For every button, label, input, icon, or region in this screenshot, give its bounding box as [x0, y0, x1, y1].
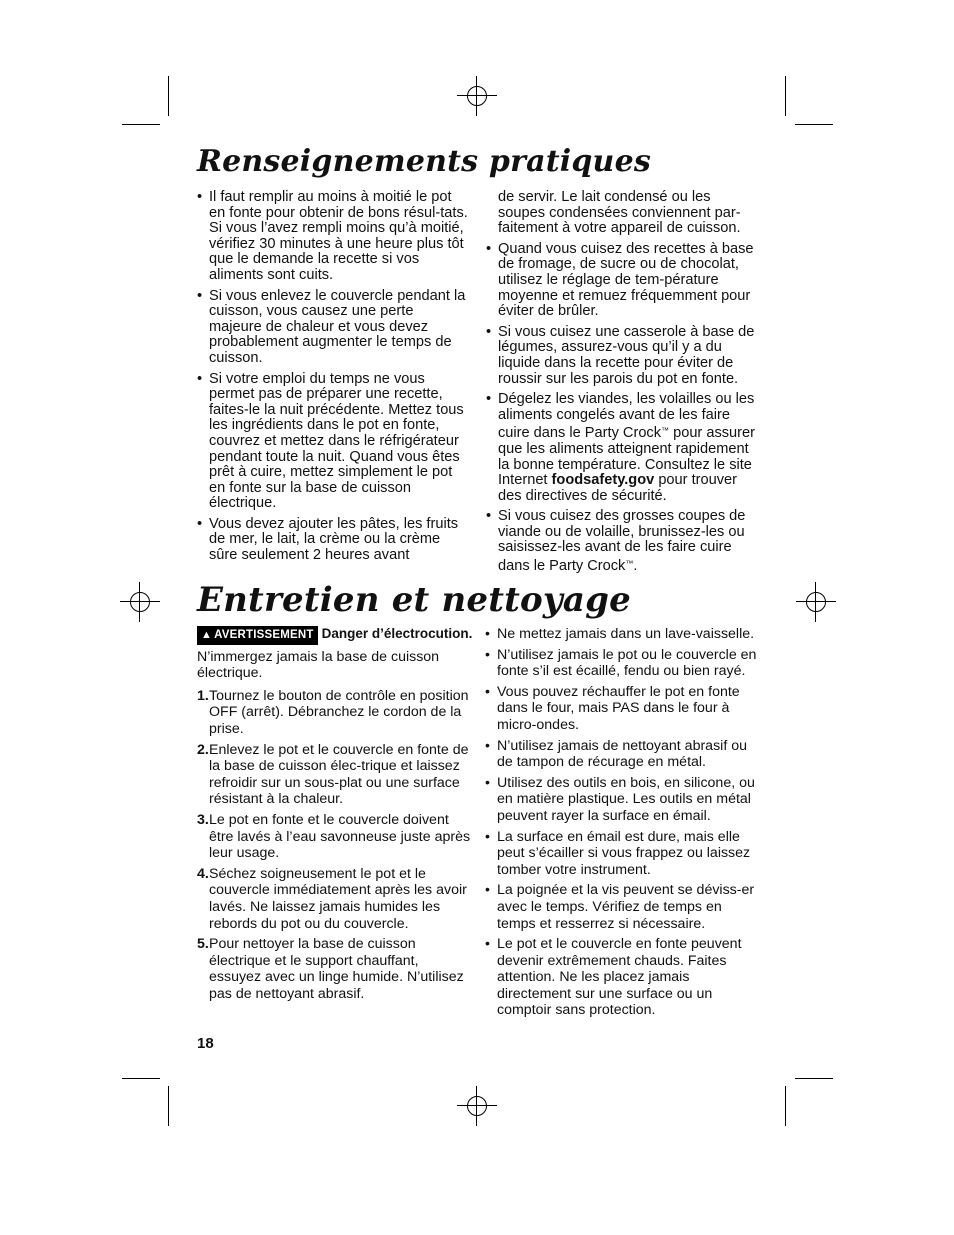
registration-mark-icon [457, 1086, 497, 1126]
section-title-tips: Renseignements pratiques [197, 144, 651, 179]
list-continuation: de servir. Le lait condensé ou les soupes condensées conviennent par-faitement à votre appareil de cuisson. [498, 189, 741, 237]
list-item: • Le pot et le couvercle en fonte peuvent devenir extrêmement chauds. Faites attention. Ne les placez jamais directement sur une surface ou un comptoir sans protection. [485, 936, 742, 1019]
crop-mark [122, 124, 160, 125]
registration-mark-icon [120, 582, 160, 622]
section-title-care: Entretien et nettoyage [197, 580, 631, 620]
list-item: • Vous pouvez réchauffer le pot en fonte dans le four, mais PAS dans le four à micro-ondes. [485, 683, 740, 733]
list-item: • Si votre emploi du temps ne vous permet pas de préparer une recette, faites-le la nuit précédente. Mettez tous les ingrédients dans le pot en fonte, couvrez et mettez dans le réfrigérateur pendant toute la nuit. Quand vous êtes prêt à cuire, mettez simplement le pot en fonte sur la base de cuisson électrique. [197, 370, 464, 512]
list-item: • La surface en émail est dure, mais elle peut s’écailler si vous frappez ou laissez tomber votre instrument. [485, 828, 751, 878]
list-item: • Utilisez des outils en bois, en silicone, ou en matière plastique. Les outils en métal peuvent rayer la surface en émail. [485, 774, 755, 824]
crop-mark [785, 76, 786, 116]
step-item: 5. Pour nettoyer la base de cuisson électrique et le support chauffant, essuyez avec un linge humide. N’utilisez pas de nettoyant abrasif. [197, 936, 464, 1002]
care-left-column [197, 626, 472, 1006]
list-item: • Si vous cuisez une casserole à base de légumes, assurez-vous qu’il y a du liquide dans la recette pour éviter de roussir sur les parois du pot en fonte. [486, 323, 755, 387]
step-item: 2. Enlevez le pot et le couvercle en fonte de la base de cuisson élec-trique et laissez refroidir sur un sous-plat ou une surface résistant à la chaleur. [197, 741, 469, 808]
crop-mark [168, 1086, 169, 1126]
step-item: 1. Tournez le bouton de contrôle en position OFF (arrêt). Débranchez le cordon de la prise. [197, 687, 469, 737]
list-item: • Dégelez les viandes, les volailles ou les aliments congelés avant de les faire cuire dans le Party Crock™ pour assurer que les aliments atteignent rapidement la bonne température. Consultez le site Internet foodsafety.gov pour trouver des directives de sécurité. [486, 391, 756, 504]
crop-mark [122, 1078, 160, 1079]
list-item: • Quand vous cuisez des recettes à base de fromage, de sucre ou de chocolat, utilisez le réglage de tem-pérature moyenne et remuez fréquemment pour éviter de brûler. [486, 240, 754, 320]
crop-mark [785, 1086, 786, 1126]
registration-mark-icon [796, 582, 836, 622]
page-number: 18 [197, 1035, 214, 1052]
list-item: • La poignée et la vis peuvent se déviss-er avec le temps. Vérifiez de temps en temps et resserrez si nécessaire. [485, 882, 755, 932]
crop-mark [795, 1078, 833, 1079]
step-item: 4. Séchez soigneusement le pot et le couvercle immédiatement après les avoir lavés. Ne laissez jamais humides les rebords du pot ou du couvercle. [197, 865, 467, 932]
warning-icon: ▲ [201, 629, 213, 641]
list-item: • Si vous enlevez le couvercle pendant la cuisson, vous causez une perte majeure de chaleur et vous devez probablement augmenter le temps de cuisson. [197, 287, 466, 366]
list-item: • Si vous cuisez des grosses coupes de viande ou de volaille, brunissez-les ou saisissez-les avant de les faire cuire dans le Party Crock™. [486, 508, 746, 575]
tips-left-column [197, 190, 469, 569]
step-item: 3. Le pot en fonte et le couvercle doivent être lavés à l’eau savonneuse juste après leur usage. [197, 811, 471, 862]
crop-mark [795, 124, 833, 125]
tips-right-column [486, 190, 758, 580]
registration-mark-icon [457, 76, 497, 116]
list-item: • Il faut remplir au moins à moitié le pot en fonte pour obtenir de bons résul-tats. Si vous l’avez rempli moins qu’à moitié, vérifiez 30 minutes à une heure plus tôt que le demande la recette si vos aliments sont cuits. [197, 189, 468, 283]
crop-mark [168, 76, 169, 116]
warning-line [197, 626, 472, 645]
care-right-column [485, 626, 758, 1023]
warning-title: Danger d’électrocution. [321, 626, 473, 641]
warning-badge: ▲ AVERTISSEMENT [197, 626, 318, 645]
list-item: • Vous devez ajouter les pâtes, les fruits de mer, le lait, la crème ou la crème sûre seulement 2 heures avant [197, 515, 459, 564]
list-item: • Ne mettez jamais dans un lave-vaisselle. [485, 626, 755, 642]
list-item: • N’utilisez jamais le pot ou le couvercle en fonte s’il est écaillé, fendu ou bien rayé. [485, 646, 757, 680]
list-item: • N’utilisez jamais de nettoyant abrasif ou de tampon de récurage en métal. [485, 737, 747, 771]
warning-text: N’immergez jamais la base de cuisson électrique. [197, 648, 440, 682]
foodsafety-link: foodsafety.gov [551, 472, 655, 489]
